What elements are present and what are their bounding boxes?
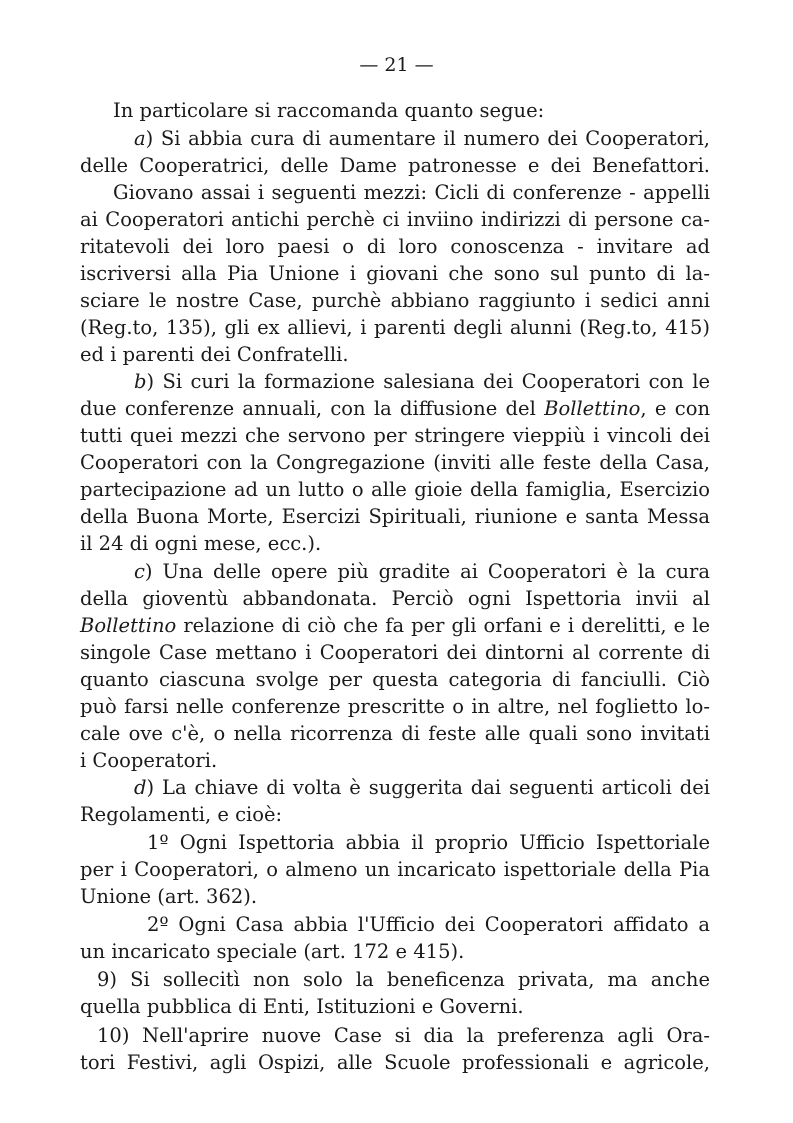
text-line: Giovano assai i seguenti mezzi: Cicli di conferenze - appelli: [113, 181, 710, 204]
text-span: ) La chiave di volta è suggerita dai seguenti articoli dei: [146, 776, 710, 799]
text-line: ritatevoli dei loro paesi o di loro conoscenza - invitare ad: [80, 235, 710, 258]
text-line: sciare le nostre Case, purchè abbiano raggiunto i sedici anni: [80, 289, 710, 312]
text-line: delle Cooperatrici, delle Dame patronesse e dei Benefattori.: [80, 154, 710, 177]
text-line: 9) Si sollecitì non solo la beneficenza privata, ma anche: [97, 968, 710, 991]
text-line: 2º Ogni Casa abbia l'Ufficio dei Cooperatori affidato a: [147, 913, 710, 936]
text-line: [134, 557, 710, 587]
page-number: — 21 —: [359, 54, 434, 76]
italic-text: b: [134, 370, 147, 393]
text-line: il 24 di ogni mese, ecc.).: [80, 532, 322, 555]
text-line: tori Festivi, agli Ospizi, alle Scuole professionali e agricole,: [80, 1051, 710, 1074]
text-span: , e con: [640, 397, 710, 420]
text-line: 1º Ogni Ispettoria abbia il proprio Ufficio Ispettoriale: [147, 831, 710, 854]
text-line: [134, 367, 710, 397]
italic-text: c: [134, 560, 145, 583]
italic-text: a: [134, 127, 146, 150]
text-line: partecipazione ad un lutto o alle gioie della famiglia, Esercizio: [80, 478, 710, 501]
italic-text: Bollettino: [544, 397, 641, 420]
text-span: ) Si abbia cura di aumentare il numero dei Cooperatori,: [145, 127, 710, 150]
text-line: Unione (art. 362).: [80, 885, 258, 908]
text-line: può farsi nelle conferenze prescritte o in altre, nel foglietto lo-: [80, 695, 710, 718]
text-line: ed i parenti dei Confratelli.: [80, 343, 349, 366]
text-line: [80, 611, 710, 641]
text-line: Regolamenti, e cioè:: [80, 803, 283, 826]
text-line: [80, 394, 710, 424]
text-line: quella pubblica di Enti, Istituzioni e Governi.: [80, 995, 524, 1018]
text-line: i Cooperatori.: [80, 749, 218, 772]
text-line: della gioventù abbandonata. Perciò ogni Ispettoria invii al: [80, 587, 710, 610]
text-line: [134, 773, 710, 803]
text-line: della Buona Morte, Esercizi Spirituali, riunione e santa Messa: [80, 505, 710, 528]
text-line: iscriversi alla Pia Unione i giovani che sono sul punto di la-: [80, 262, 710, 285]
text-line: ai Cooperatori antichi perchè ci inviino indirizzi di persone ca-: [80, 208, 710, 231]
text-span: relazione di ciò che fa per gli orfani e i derelitti, e le: [176, 614, 710, 637]
text-line: un incaricato speciale (art. 172 e 415).: [80, 940, 465, 963]
text-line: tutti quei mezzi che servono per stringere vieppiù i vincoli dei: [80, 424, 710, 447]
text-line: 10) Nell'aprire nuove Case si dia la preferenza agli Ora-: [97, 1024, 710, 1047]
text-line: cale ove c'è, o nella ricorrenza di feste alle quali sono invitati: [80, 722, 710, 745]
italic-text: d: [134, 776, 147, 799]
italic-text: Bollettino: [80, 614, 177, 637]
text-line: [134, 124, 710, 154]
text-span: ) Una delle opere più gradite ai Cooperatori è la cura: [144, 560, 710, 583]
text-line: (Reg.to, 135), gli ex allievi, i parenti degli alunni (Reg.to, 415): [80, 316, 710, 339]
text-line: singole Case mettano i Cooperatori dei dintorni al corrente di: [80, 641, 710, 664]
text-line: per i Cooperatori, o almeno un incaricato ispettoriale della Pia: [80, 858, 710, 881]
text-span: due conferenze annuali, con la diffusione del: [80, 397, 545, 420]
text-span: ) Si curi la formazione salesiana dei Cooperatori con le: [146, 370, 710, 393]
text-line: Cooperatori con la Congregazione (inviti alle feste della Casa,: [80, 451, 710, 474]
text-line: In particolare si raccomanda quanto segue:: [113, 99, 545, 122]
text-line: quanto ciascuna svolge per questa categoria di fanciulli. Ciò: [80, 668, 710, 691]
